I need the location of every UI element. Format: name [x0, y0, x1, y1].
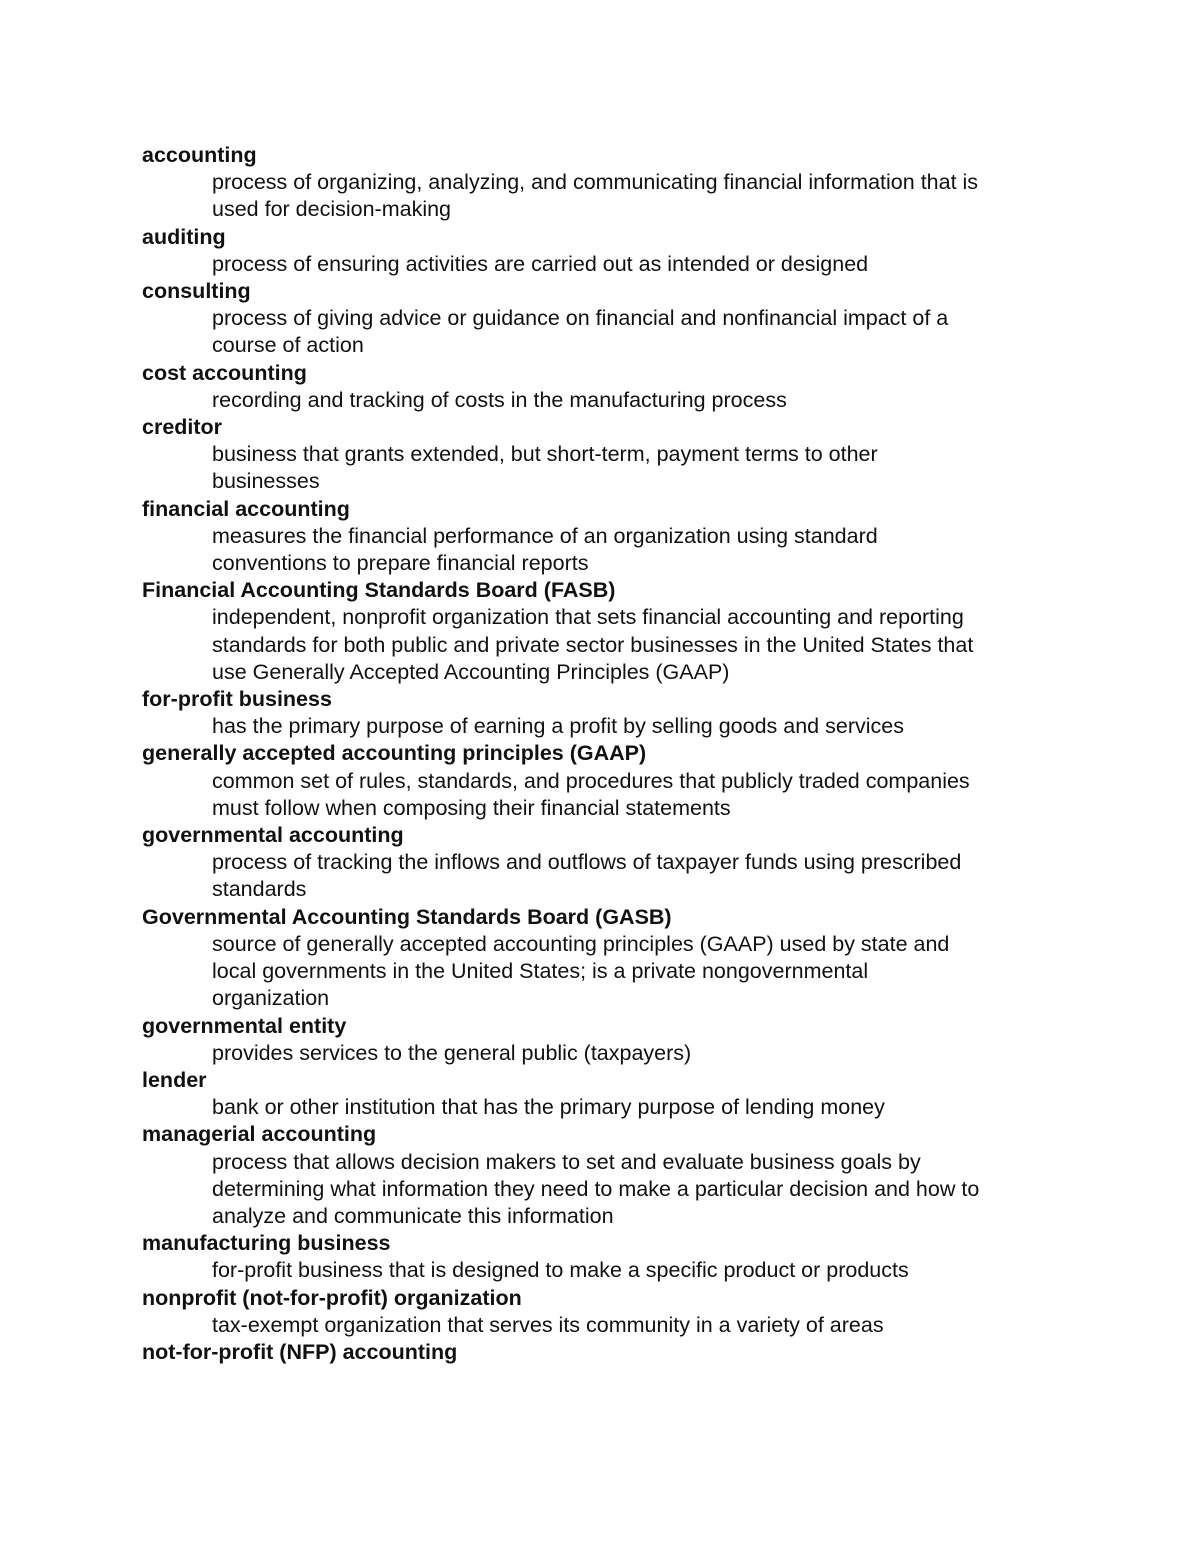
- glossary-definition-line: tax-exempt organization that serves its community in a variety of areas: [212, 1312, 884, 1337]
- glossary-definition-line: use Generally Accepted Accounting Principles (GAAP): [212, 659, 730, 684]
- glossary-definition-line: bank or other institution that has the primary purpose of lending money: [212, 1095, 885, 1120]
- glossary-term: Financial Accounting Standards Board (FASB): [142, 578, 616, 603]
- glossary-entry: [142, 224, 1062, 278]
- glossary-entry: [142, 278, 1062, 360]
- glossary-definition-line: must follow when composing their financial statements: [212, 795, 731, 820]
- glossary-definition-line: organization: [212, 986, 330, 1011]
- glossary-definition-line: local governments in the United States; is a private nongovernmental: [212, 959, 869, 984]
- glossary-term: consulting: [142, 279, 251, 304]
- glossary-definition-line: determining what information they need to make a particular decision and how to: [212, 1176, 980, 1201]
- glossary-entry: [142, 142, 1062, 224]
- glossary-entry: [142, 1013, 1062, 1067]
- glossary-entry: [142, 740, 1062, 822]
- glossary-entry: [142, 1121, 1062, 1230]
- glossary-definition-line: recording and tracking of costs in the manufacturing process: [212, 387, 787, 412]
- glossary-entry: [142, 577, 1062, 686]
- glossary-definition-line: process of giving advice or guidance on financial and nonfinancial impact of a: [212, 306, 949, 331]
- glossary-entry: [142, 1230, 1062, 1284]
- glossary-definition-line: businesses: [212, 469, 320, 494]
- glossary-term: for-profit business: [142, 687, 332, 712]
- glossary-list: [142, 142, 1062, 1366]
- glossary-definition-line: process of tracking the inflows and outflows of taxpayer funds using prescribed: [212, 850, 962, 875]
- glossary-entry: [142, 1067, 1062, 1121]
- glossary-definition-line: process of ensuring activities are carried out as intended or designed: [212, 251, 869, 276]
- glossary-definition-line: standards for both public and private sector businesses in the United States that: [212, 632, 974, 657]
- glossary-entry: [142, 414, 1062, 496]
- glossary-definition-line: analyze and communicate this information: [212, 1203, 614, 1228]
- glossary-definition-line: process that allows decision makers to set and evaluate business goals by: [212, 1149, 921, 1174]
- glossary-term: generally accepted accounting principles (GAAP): [142, 741, 647, 766]
- glossary-term: auditing: [142, 224, 226, 249]
- glossary-term: manufacturing business: [142, 1231, 391, 1256]
- glossary-term: nonprofit (not-for-profit) organization: [142, 1285, 522, 1310]
- glossary-definition-line: business that grants extended, but short-term, payment terms to other: [212, 442, 878, 467]
- glossary-definition-line: for-profit business that is designed to make a specific product or products: [212, 1258, 909, 1283]
- glossary-definition-line: used for decision-making: [212, 197, 452, 222]
- glossary-entry: [142, 686, 1062, 740]
- glossary-definition-line: independent, nonprofit organization that sets financial accounting and reporting: [212, 605, 964, 630]
- glossary-definition-line: has the primary purpose of earning a profit by selling goods and services: [212, 714, 904, 739]
- glossary-definition-line: source of generally accepted accounting principles (GAAP) used by state and: [212, 931, 950, 956]
- glossary-definition-line: provides services to the general public (taxpayers): [212, 1040, 692, 1065]
- glossary-definition-line: conventions to prepare financial reports: [212, 551, 589, 576]
- glossary-definition-line: process of organizing, analyzing, and communicating financial information that is: [212, 170, 979, 195]
- glossary-term: creditor: [142, 415, 223, 440]
- glossary-definition-line: course of action: [212, 333, 364, 358]
- glossary-term: managerial accounting: [142, 1122, 377, 1147]
- glossary-entry: [142, 496, 1062, 578]
- glossary-term: Governmental Accounting Standards Board (GASB): [142, 904, 672, 929]
- glossary-entry: [142, 360, 1062, 414]
- glossary-term: cost accounting: [142, 360, 307, 385]
- glossary-entry: [142, 822, 1062, 904]
- glossary-entry: [142, 904, 1062, 1013]
- glossary-term: not-for-profit (NFP) accounting: [142, 1339, 458, 1364]
- glossary-definition-line: standards: [212, 877, 307, 902]
- glossary-term: governmental accounting: [142, 823, 404, 848]
- glossary-entry: [142, 1285, 1062, 1339]
- glossary-term: financial accounting: [142, 496, 350, 521]
- glossary-entry: [142, 1339, 1062, 1366]
- glossary-term: accounting: [142, 143, 257, 167]
- glossary-definition-line: common set of rules, standards, and procedures that publicly traded companies: [212, 768, 970, 793]
- glossary-term: governmental entity: [142, 1013, 347, 1038]
- glossary-definition-line: measures the financial performance of an organization using standard: [212, 523, 878, 548]
- glossary-term: lender: [142, 1067, 207, 1092]
